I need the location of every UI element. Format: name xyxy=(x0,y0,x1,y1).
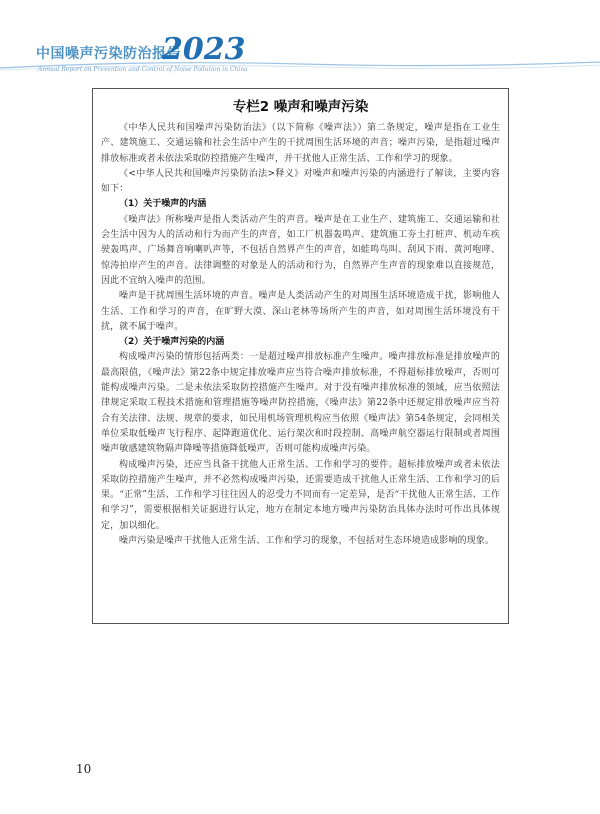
section-heading: （1）关于噪声的内涵 xyxy=(119,199,207,210)
paragraph: 噪声是干扰周围生活环境的声音。噪声是人类活动产生的对周围生活环境造成干扰，影响他人生活、工作和学习的声音，在旷野大漠、深山老林等场所产生的声音，如对周围生活环境没有干扰，就不属于噪声。 xyxy=(101,291,500,332)
report-year: 2023 xyxy=(162,32,246,67)
paragraph: 构成噪声污染的情形包括两类：一是超过噪声排放标准产生噪声。噪声排放标准是排放噪声的最高限值，《噪声法》第22条中规定排放噪声应当符合噪声排放标准，不得超标排放噪声，否则可能构成噪声污染。二是未依法采取防控措施产生噪声。对于没有噪声排放标准的领域，应当依照法律规定采取工程技术措施和管理措施等噪声防控措施，《噪声法》第22条中还规定排放噪声应当符合有关法律、法规、规章的要求，如民用机场管理机构应当依照《噪声法》第54条规定，会同相关单位采取低噪声飞行程序、起降跑道优化、运行架次和时段控制、高噪声航空器运行限制或者周围噪声敏感建筑物隔声降噪等措施降低噪声，否则可能构成噪声污染。 xyxy=(101,352,500,455)
paragraph: 《中华人民共和国噪声污染防治法》（以下简称《噪声法》）第二条规定，噪声是指在工业生产、建筑施工、交通运输和社会生活中产生的干扰周围生活环境的声音；噪声污染，是指超过噪声排放标准或者未依法采取防控措施产生噪声，并干扰他人正常生活、工作和学习的现象。 xyxy=(101,123,500,164)
sidebar-box-noise-definition xyxy=(92,88,509,624)
report-english-subtitle: Annual Report on Prevention and Control of Noise Pollution in China xyxy=(38,66,248,73)
box-title: 专栏2 噪声和噪声污染 xyxy=(232,99,369,115)
paragraph: 《<中华人民共和国噪声污染防治法>释义》对噪声和噪声污染的内涵进行了解读，主要内容如下： xyxy=(101,168,500,195)
paragraph: 噪声污染是噪声干扰他人正常生活、工作和学习的现象，不包括对生态环境造成影响的现象。 xyxy=(119,536,495,547)
page-number: 10 xyxy=(76,762,92,776)
page-header xyxy=(0,0,600,80)
section-heading: （2）关于噪声污染的内涵 xyxy=(119,337,225,348)
paragraph: 《噪声法》所称噪声是指人类活动产生的声音。噪声是在工业生产、建筑施工、交通运输和社会生活中因为人的活动和行为而产生的声音，如工厂机器轰鸣声、建筑施工夯土打桩声、机动车疾驶轰鸣声、广场舞音响喇叭声等，不包括自然界产生的声音，如蛙鸣鸟叫、刮风下雨、黄河咆哮、惊涛拍岸产生的声音。法律调整的对象是人的活动和行为，自然界产生声音的现象难以直接规范，因此不宜纳入噪声的范围。 xyxy=(101,214,500,286)
report-title: 中国噪声污染防治报告 xyxy=(36,46,181,62)
paragraph: 构成噪声污染，还应当具备干扰他人正常生活、工作和学习的要件。超标排放噪声或者未依法采取防控措施产生噪声，并不必然构成噪声污染，还需要造成干扰他人正常生活、工作和学习的后果。“正常”生活、工作和学习往往因人的忍受力不同而有一定差异，是否“干扰他人正常生活、工作和学习”，需要根据相关证据进行认定，地方在制定本地方噪声污染防治具体办法时可作出具体规定，加以细化。 xyxy=(101,459,500,531)
